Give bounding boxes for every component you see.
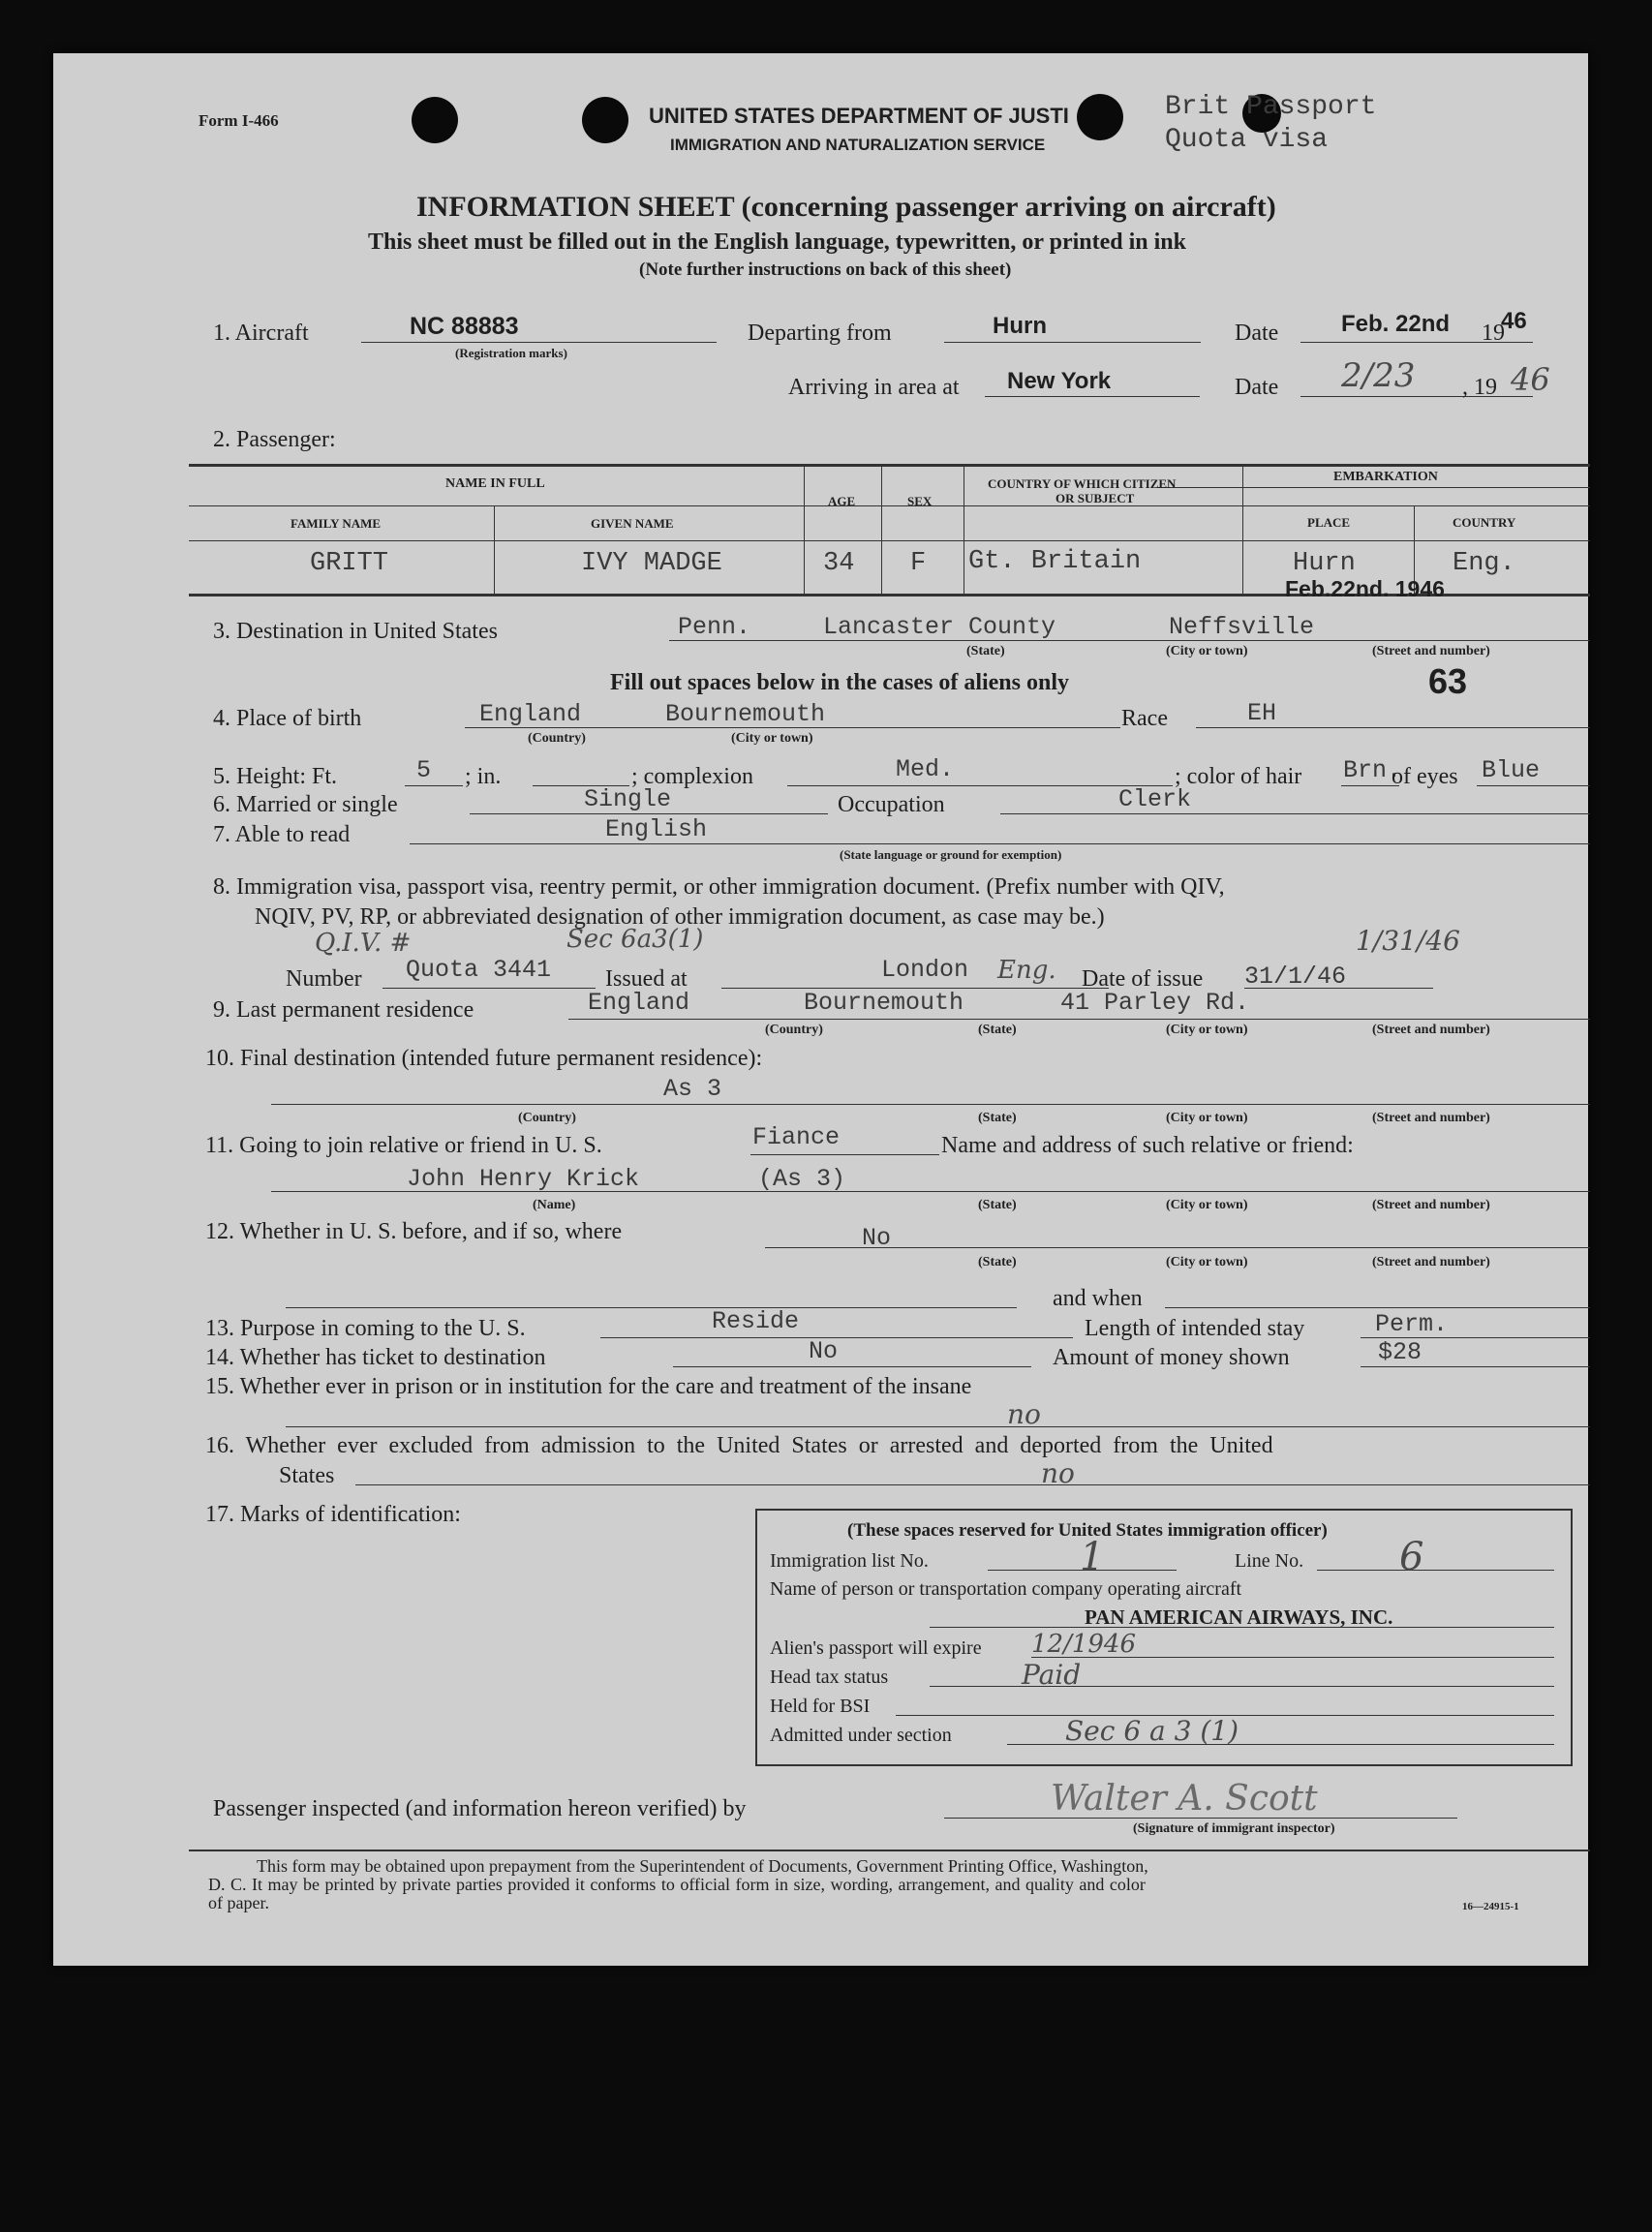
join-label: 11. Going to join relative or friend in U. S. [205,1133,602,1158]
destination-street: Neffsville [1169,613,1315,641]
excluded-label-line2: States [279,1463,335,1488]
read-label: 7. Able to read [213,822,351,847]
passport-expire-label: Alien's passport will expire [770,1637,982,1659]
departure-year: 46 [1501,308,1527,334]
prison-label: 15. Whether ever in prison or in institution for the care and treatment of the insane [205,1374,972,1399]
immigration-list-label: Immigration list No. [770,1550,929,1572]
final-caption-state: (State) [978,1111,1017,1125]
residence-state: Bournemouth [804,989,964,1017]
age-value: 34 [823,549,855,578]
arrival-year-prefix: , 19 [1462,375,1497,400]
residence-street: 41 Parley Rd. [1060,989,1250,1017]
admitted-section-value: Sec 6 a 3 (1) [1065,1715,1239,1747]
signature-caption: (Signature of immigrant inspector) [1133,1821,1335,1836]
corner-note-visa: Quota visa [1165,125,1329,155]
residence-label: 9. Last permanent residence [213,997,474,1023]
inspection-label: Passenger inspected (and information hereon verified) by [213,1796,747,1821]
complexion-label: ; complexion [631,764,753,789]
footer-line2: D. C. It may be printed by private parties provided it conforms to official form in size, wording, arrangement, and quality and color [208,1875,1146,1894]
marital-label: 6. Married or single [213,792,398,817]
passport-expire-value: 12/1946 [1031,1630,1137,1659]
departure-year-prefix: 19 [1482,321,1505,346]
residence-caption-state: (State) [978,1023,1017,1037]
issued-at-value: London [881,956,969,984]
passenger-label: 2. Passenger: [213,427,336,452]
birth-country: England [479,700,582,728]
caption-street: (Street and number) [1372,644,1490,658]
previous-caption-state: (State) [978,1255,1017,1269]
marks-label: 17. Marks of identification: [205,1502,461,1527]
stamp-number: 63 [1428,661,1468,701]
department-name: UNITED STATES DEPARTMENT OF JUSTI [649,104,1069,128]
occupation-label: Occupation [838,792,945,817]
family-name-value: GRITT [310,549,389,578]
admitted-section-label: Admitted under section [770,1725,952,1746]
eyes-label: of eyes [1392,764,1458,789]
header-family-name: FAMILY NAME [291,516,382,531]
inches-label: ; in. [465,764,502,789]
aircraft-registration: NC 88883 [410,313,519,340]
marital-value: Single [584,785,672,813]
excluded-label-line1: 16. Whether ever excluded from admission to the United States or arrested and deported from the United [205,1433,1273,1458]
and-when-label: and when [1053,1286,1143,1311]
height-label: 5. Height: Ft. [213,764,338,789]
caption-state: (State) [966,644,1005,658]
header-embarkation: EMBARKATION [1333,470,1438,484]
embark-place-value: Hurn [1293,549,1356,578]
join-relation: Fiance [752,1123,841,1151]
previous-visit-label: 12. Whether in U. S. before, and if so, where [205,1219,623,1244]
official-box-header: (These spaces reserved for United States immigration officer) [847,1520,1328,1541]
caption-city: (City or town) [1166,644,1248,658]
stay-label: Length of intended stay [1085,1316,1305,1341]
money-value: $28 [1378,1338,1423,1366]
destination-state: Penn. [678,613,751,641]
arrival-year: 46 [1511,361,1550,398]
punch-hole-right [1077,94,1123,140]
final-destination-label: 10. Final destination (intended future permanent residence): [205,1046,763,1071]
given-name-value: IVY MADGE [581,549,722,578]
birth-caption-city: (City or town) [731,731,813,746]
aliens-only-header: Fill out spaces below in the cases of aliens only [610,670,1070,695]
citizen-value: Gt. Britain [968,547,1142,576]
registration-caption: (Registration marks) [455,346,567,360]
corner-note-passport: Brit Passport [1165,92,1377,122]
header-sex: SEX [907,494,933,508]
previous-visit-value: No [862,1224,892,1252]
header-given-name: GIVEN NAME [591,516,674,531]
stay-value: Perm. [1375,1310,1449,1338]
height-feet: 5 [416,756,432,784]
destination-label: 3. Destination in United States [213,619,498,644]
birth-label: 4. Place of birth [213,706,362,731]
join-caption-state: (State) [978,1198,1017,1212]
information-sheet [53,53,1588,1966]
money-label: Amount of money shown [1053,1345,1290,1370]
final-destination-value: As 3 [663,1075,722,1103]
race-value: EH [1247,699,1277,727]
arriving-label: Arriving in area at [788,375,960,400]
destination-city: Lancaster County [823,613,1056,641]
join-address: (As 3) [758,1165,846,1193]
date-of-issue-label: Date of issue [1082,966,1204,992]
visa-date-handnote: 1/31/46 [1356,925,1460,957]
header-country: COUNTRY [1453,515,1516,530]
visa-number-label: Number [286,966,362,992]
form-note: (Note further instructions on back of this sheet) [639,260,1012,280]
footer-line1: This form may be obtained upon prepayment from the Superintendent of Documents, Government Printing Office, Washington, [257,1856,1148,1876]
residence-caption-street: (Street and number) [1372,1023,1490,1037]
visa-label-line2: NQIV, PV, RP, or abbreviated designation of other immigration document, as case may be.) [255,904,1105,930]
join-caption-name: (Name) [533,1198,576,1212]
issued-at-label: Issued at [605,966,688,992]
join-caption-city: (City or town) [1166,1198,1248,1212]
footer-line3: of paper. [208,1893,269,1912]
inspector-signature: Walter A. Scott [1051,1779,1318,1819]
birth-city: Bournemouth [665,700,826,728]
header-country-subject: OR SUBJECT [1055,491,1135,505]
birth-caption-country: (Country) [528,731,586,746]
final-caption-city: (City or town) [1166,1111,1248,1125]
header-country-citizen: COUNTRY OF WHICH CITIZEN [988,476,1177,491]
header-age: AGE [828,494,856,508]
immigration-list-value: 1 [1080,1535,1105,1579]
hair-value: Brn. [1343,756,1402,784]
embark-country-value: Eng. [1453,549,1515,578]
read-caption: (State language or ground for exemption) [840,847,1062,862]
read-value: English [605,815,708,843]
ticket-value: No [809,1337,839,1365]
purpose-value: Reside [712,1307,800,1335]
date-label: Date [1235,321,1279,346]
final-caption-country: (Country) [518,1111,576,1125]
head-tax-value: Paid [1022,1659,1082,1691]
arrival-date: 2/23 [1341,356,1416,395]
form-print-code: 16—24915-1 [1462,1901,1519,1912]
residence-country: England [588,989,690,1017]
departing-value: Hurn [993,313,1047,339]
visa-handnote: Q.I.V. # [315,929,412,958]
eyes-value: Blue [1482,756,1541,784]
form-number: Form I-466 [199,111,279,130]
visa-handnote-section: Sec 6a3(1) [566,925,704,954]
residence-caption-city: (City or town) [1166,1023,1248,1037]
embark-date: Feb.22nd. 1946 [1285,576,1445,601]
issued-at-handnote: Eng. [997,956,1056,985]
final-caption-street: (Street and number) [1372,1111,1490,1125]
ticket-label: 14. Whether has ticket to destination [205,1345,546,1370]
excluded-value: no [1041,1457,1075,1489]
join-name-address-label: Name and address of such relative or friend: [941,1133,1354,1158]
prison-value: no [1007,1398,1041,1430]
date-of-issue-value: 31/1/46 [1244,963,1347,991]
header-place: PLACE [1307,515,1351,530]
hair-label: ; color of hair [1175,764,1302,789]
aircraft-label: 1. Aircraft [213,321,309,346]
form-subtitle: This sheet must be filled out in the English language, typewritten, or printed in ink [368,229,1186,255]
operator-value: PAN AMERICAN AIRWAYS, INC. [1085,1605,1393,1629]
departing-label: Departing from [748,321,892,346]
form-title: INFORMATION SHEET (concerning passenger arriving on aircraft) [416,191,1276,223]
service-name: IMMIGRATION AND NATURALIZATION SERVICE [670,136,1046,154]
line-number-value: 6 [1399,1535,1424,1579]
punch-hole-middle [582,97,628,143]
departure-date: Feb. 22nd [1341,311,1451,337]
head-tax-label: Head tax status [770,1666,889,1688]
join-caption-street: (Street and number) [1372,1198,1490,1212]
header-name-in-full: NAME IN FULL [445,476,545,491]
visa-label-line1: 8. Immigration visa, passport visa, reentry permit, or other immigration document. (Prefix number with QIV, [213,874,1225,900]
operator-label: Name of person or transportation company operating aircraft [770,1578,1242,1600]
arrival-date-label: Date [1235,375,1279,400]
join-name: John Henry Krick [407,1165,640,1193]
purpose-label: 13. Purpose in coming to the U. S. [205,1316,526,1341]
line-number-label: Line No. [1235,1550,1304,1572]
previous-caption-city: (City or town) [1166,1255,1248,1269]
complexion-value: Med. [896,755,955,783]
sex-value: F [910,549,927,578]
race-label: Race [1121,706,1168,731]
previous-caption-street: (Street and number) [1372,1255,1490,1269]
held-for-bsi-label: Held for BSI [770,1696,871,1717]
visa-number: Quota 3441 [406,956,552,984]
occupation-value: Clerk [1118,785,1192,813]
residence-caption-country: (Country) [765,1023,823,1037]
arriving-value: New York [1007,368,1112,394]
punch-hole-left [412,97,458,143]
